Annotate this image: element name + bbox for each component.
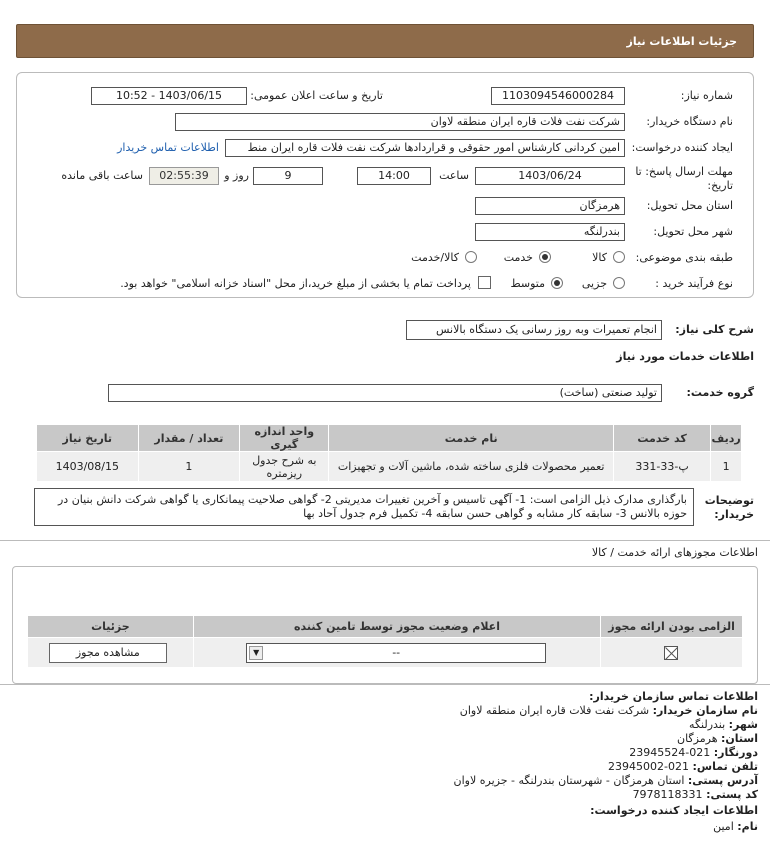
licenses-table — [27, 615, 743, 668]
cell-qty: 1 — [138, 452, 240, 482]
contact-fax-value: 021-23945524 — [629, 746, 711, 759]
contact-phone — [608, 760, 758, 773]
buyer-notes-field: بارگذاری مدارک ذیل الزامی است: 1- آگهی تاسیس و آخرین تغییرات مدیریتی 2- گواهی صلاحیت پیمانکاری یا گواهی شرکت دانش بنیان در حوزه بالانس 3- سابقه کار مشابه و گواهی حسن سابقه 4- تکمیل فرم جدول آحاد بها — [34, 488, 694, 526]
category-option-service: خدمت — [503, 251, 533, 264]
col-date: تاریخ نیاز — [37, 425, 139, 452]
table-row — [28, 638, 743, 668]
deadline-date-field: 1403/06/24 — [475, 167, 625, 185]
province-field: هرمزگان — [475, 197, 625, 215]
category-option-goods-service: کالا/خدمت — [411, 251, 459, 264]
contact-province-label: استان: — [721, 732, 758, 745]
remaining-time-field: 02:55:39 — [149, 167, 219, 185]
province-label: استان محل تحویل: — [646, 199, 733, 212]
summary-field: انجام تعمیرات وبه روز رسانی یک دستگاه بالانس — [406, 320, 662, 340]
contact-address-value: استان هرمزگان - شهرستان بندرلنگه - جزیره لاوان — [453, 774, 685, 787]
creator-name-label: نام: — [737, 820, 758, 833]
contact-address-label: آدرس پستی: — [687, 774, 758, 787]
col-qty: تعداد / مقدار — [138, 425, 240, 452]
service-group-field: تولید صنعتی (ساخت) — [108, 384, 662, 402]
contact-postal — [633, 788, 758, 801]
cell-license-required — [601, 638, 743, 668]
process-radio-medium[interactable] — [551, 277, 563, 289]
deadline-label-date: تاریخ: — [707, 179, 733, 192]
table-row — [37, 452, 742, 482]
creator-name-value: امین — [713, 820, 734, 833]
cell-date: 1403/08/15 — [37, 452, 139, 482]
page-title: جزئیات اطلاعات نیاز — [626, 34, 737, 48]
col-name: نام خدمت — [329, 425, 613, 452]
license-status-value: -- — [392, 646, 401, 659]
contact-postal-value: 7978118331 — [632, 788, 703, 801]
col-license-status: اعلام وضعیت مجوز توسط تامین کننده — [193, 616, 600, 638]
service-group-label: گروه خدمت: — [686, 386, 754, 399]
contact-city — [689, 718, 758, 731]
announce-field: 1403/06/15 - 10:52 — [91, 87, 247, 105]
category-radio-service[interactable] — [539, 251, 551, 263]
need-number-field: 1103094546000284 — [491, 87, 625, 105]
services-table — [36, 424, 742, 482]
time-label: ساعت — [439, 169, 469, 182]
chevron-down-icon[interactable]: ▼ — [249, 646, 263, 660]
col-code: کد خدمت — [613, 425, 710, 452]
cell-license-status — [193, 638, 600, 668]
deadline-time-field: 14:00 — [357, 167, 431, 185]
process-option-medium: متوسط — [510, 277, 545, 290]
col-unit: واحد اندازه گیری — [240, 425, 329, 452]
cell-name: تعمیر محصولات فلزی ساخته شده، ماشین آلات و تجهیزات — [329, 452, 613, 482]
category-radio-goods-service[interactable] — [465, 251, 477, 263]
process-label: نوع فرآیند خرید : — [655, 277, 733, 290]
license-status-select[interactable] — [246, 643, 546, 663]
contact-postal-label: کد پستی: — [706, 788, 758, 801]
contact-province — [677, 732, 758, 745]
col-license-details: جزئیات — [28, 616, 194, 638]
buyer-notes-label: توضیحات خریدار: — [704, 494, 754, 521]
category-label: طبقه بندی موضوعی: — [635, 251, 733, 264]
cell-row: 1 — [711, 452, 742, 482]
category-radio-goods[interactable] — [613, 251, 625, 263]
contact-org — [460, 704, 758, 717]
cell-license-details — [28, 638, 194, 668]
view-license-button[interactable]: مشاهده مجوز — [49, 643, 167, 663]
treasury-checkbox[interactable] — [478, 276, 491, 289]
process-option-minor: جزیی — [581, 277, 607, 290]
category-option-goods: کالا — [592, 251, 607, 264]
creator-field: امین کردانی کارشناس امور حقوقی و قراردادها شرکت نفت فلات قاره ایران منط — [225, 139, 625, 157]
contact-title: اطلاعات تماس سازمان خریدار: — [589, 690, 758, 703]
contact-org-label: نام سازمان خریدار: — [652, 704, 758, 717]
city-field: بندرلنگه — [475, 223, 625, 241]
licenses-section-title: اطلاعات مجوزهای ارائه خدمت / کالا — [591, 546, 758, 559]
contact-fax — [629, 746, 758, 759]
days-field: 9 — [253, 167, 323, 185]
divider — [0, 684, 770, 685]
col-license-required: الزامی بودن ارائه مجوز — [601, 616, 743, 638]
need-number-label: شماره نیاز: — [680, 89, 733, 102]
treasury-note: پرداخت تمام یا بخشی از مبلغ خرید،از محل "اسناد خزانه اسلامی" خواهد بود. — [120, 277, 471, 290]
buyer-label: نام دستگاه خریدار: — [646, 115, 733, 128]
process-radio-minor[interactable] — [613, 277, 625, 289]
contact-city-value: بندرلنگه — [689, 718, 726, 731]
contact-province-value: هرمزگان — [677, 732, 718, 745]
cell-unit: به شرح جدول ریزمتره — [240, 452, 329, 482]
buyer-contact-link[interactable]: اطلاعات تماس خریدار — [117, 141, 219, 154]
col-row: ردیف — [711, 425, 742, 452]
creator-info-title: اطلاعات ایجاد کننده درخواست: — [590, 804, 758, 817]
buyer-field: شرکت نفت فلات قاره ایران منطقه لاوان — [175, 113, 625, 131]
contact-org-value: شرکت نفت فلات قاره ایران منطقه لاوان — [459, 704, 650, 717]
contact-city-label: شهر: — [728, 718, 758, 731]
creator-name — [713, 820, 758, 833]
contact-address — [454, 774, 758, 787]
contact-phone-value: 021-23945002 — [608, 760, 690, 773]
days-label: روز و — [224, 169, 249, 182]
cell-code: پ-33-331 — [613, 452, 710, 482]
services-section-title: اطلاعات خدمات مورد نیاز — [616, 350, 754, 363]
required-checkbox-icon — [664, 646, 678, 660]
deadline-label: مهلت ارسال پاسخ: تا — [635, 165, 733, 178]
summary-label: شرح کلی نیاز: — [675, 323, 754, 336]
contact-phone-label: تلفن تماس: — [692, 760, 758, 773]
need-details-panel — [16, 72, 754, 298]
page-title-bar — [16, 24, 754, 58]
contact-fax-label: دورنگار: — [713, 746, 758, 759]
city-label: شهر محل تحویل: — [653, 225, 733, 238]
remaining-label: ساعت باقی مانده — [61, 169, 143, 182]
announce-label: تاریخ و ساعت اعلان عمومی: — [250, 89, 383, 102]
creator-label: ایجاد کننده درخواست: — [631, 141, 733, 154]
divider — [0, 540, 770, 541]
licenses-panel — [12, 566, 758, 684]
